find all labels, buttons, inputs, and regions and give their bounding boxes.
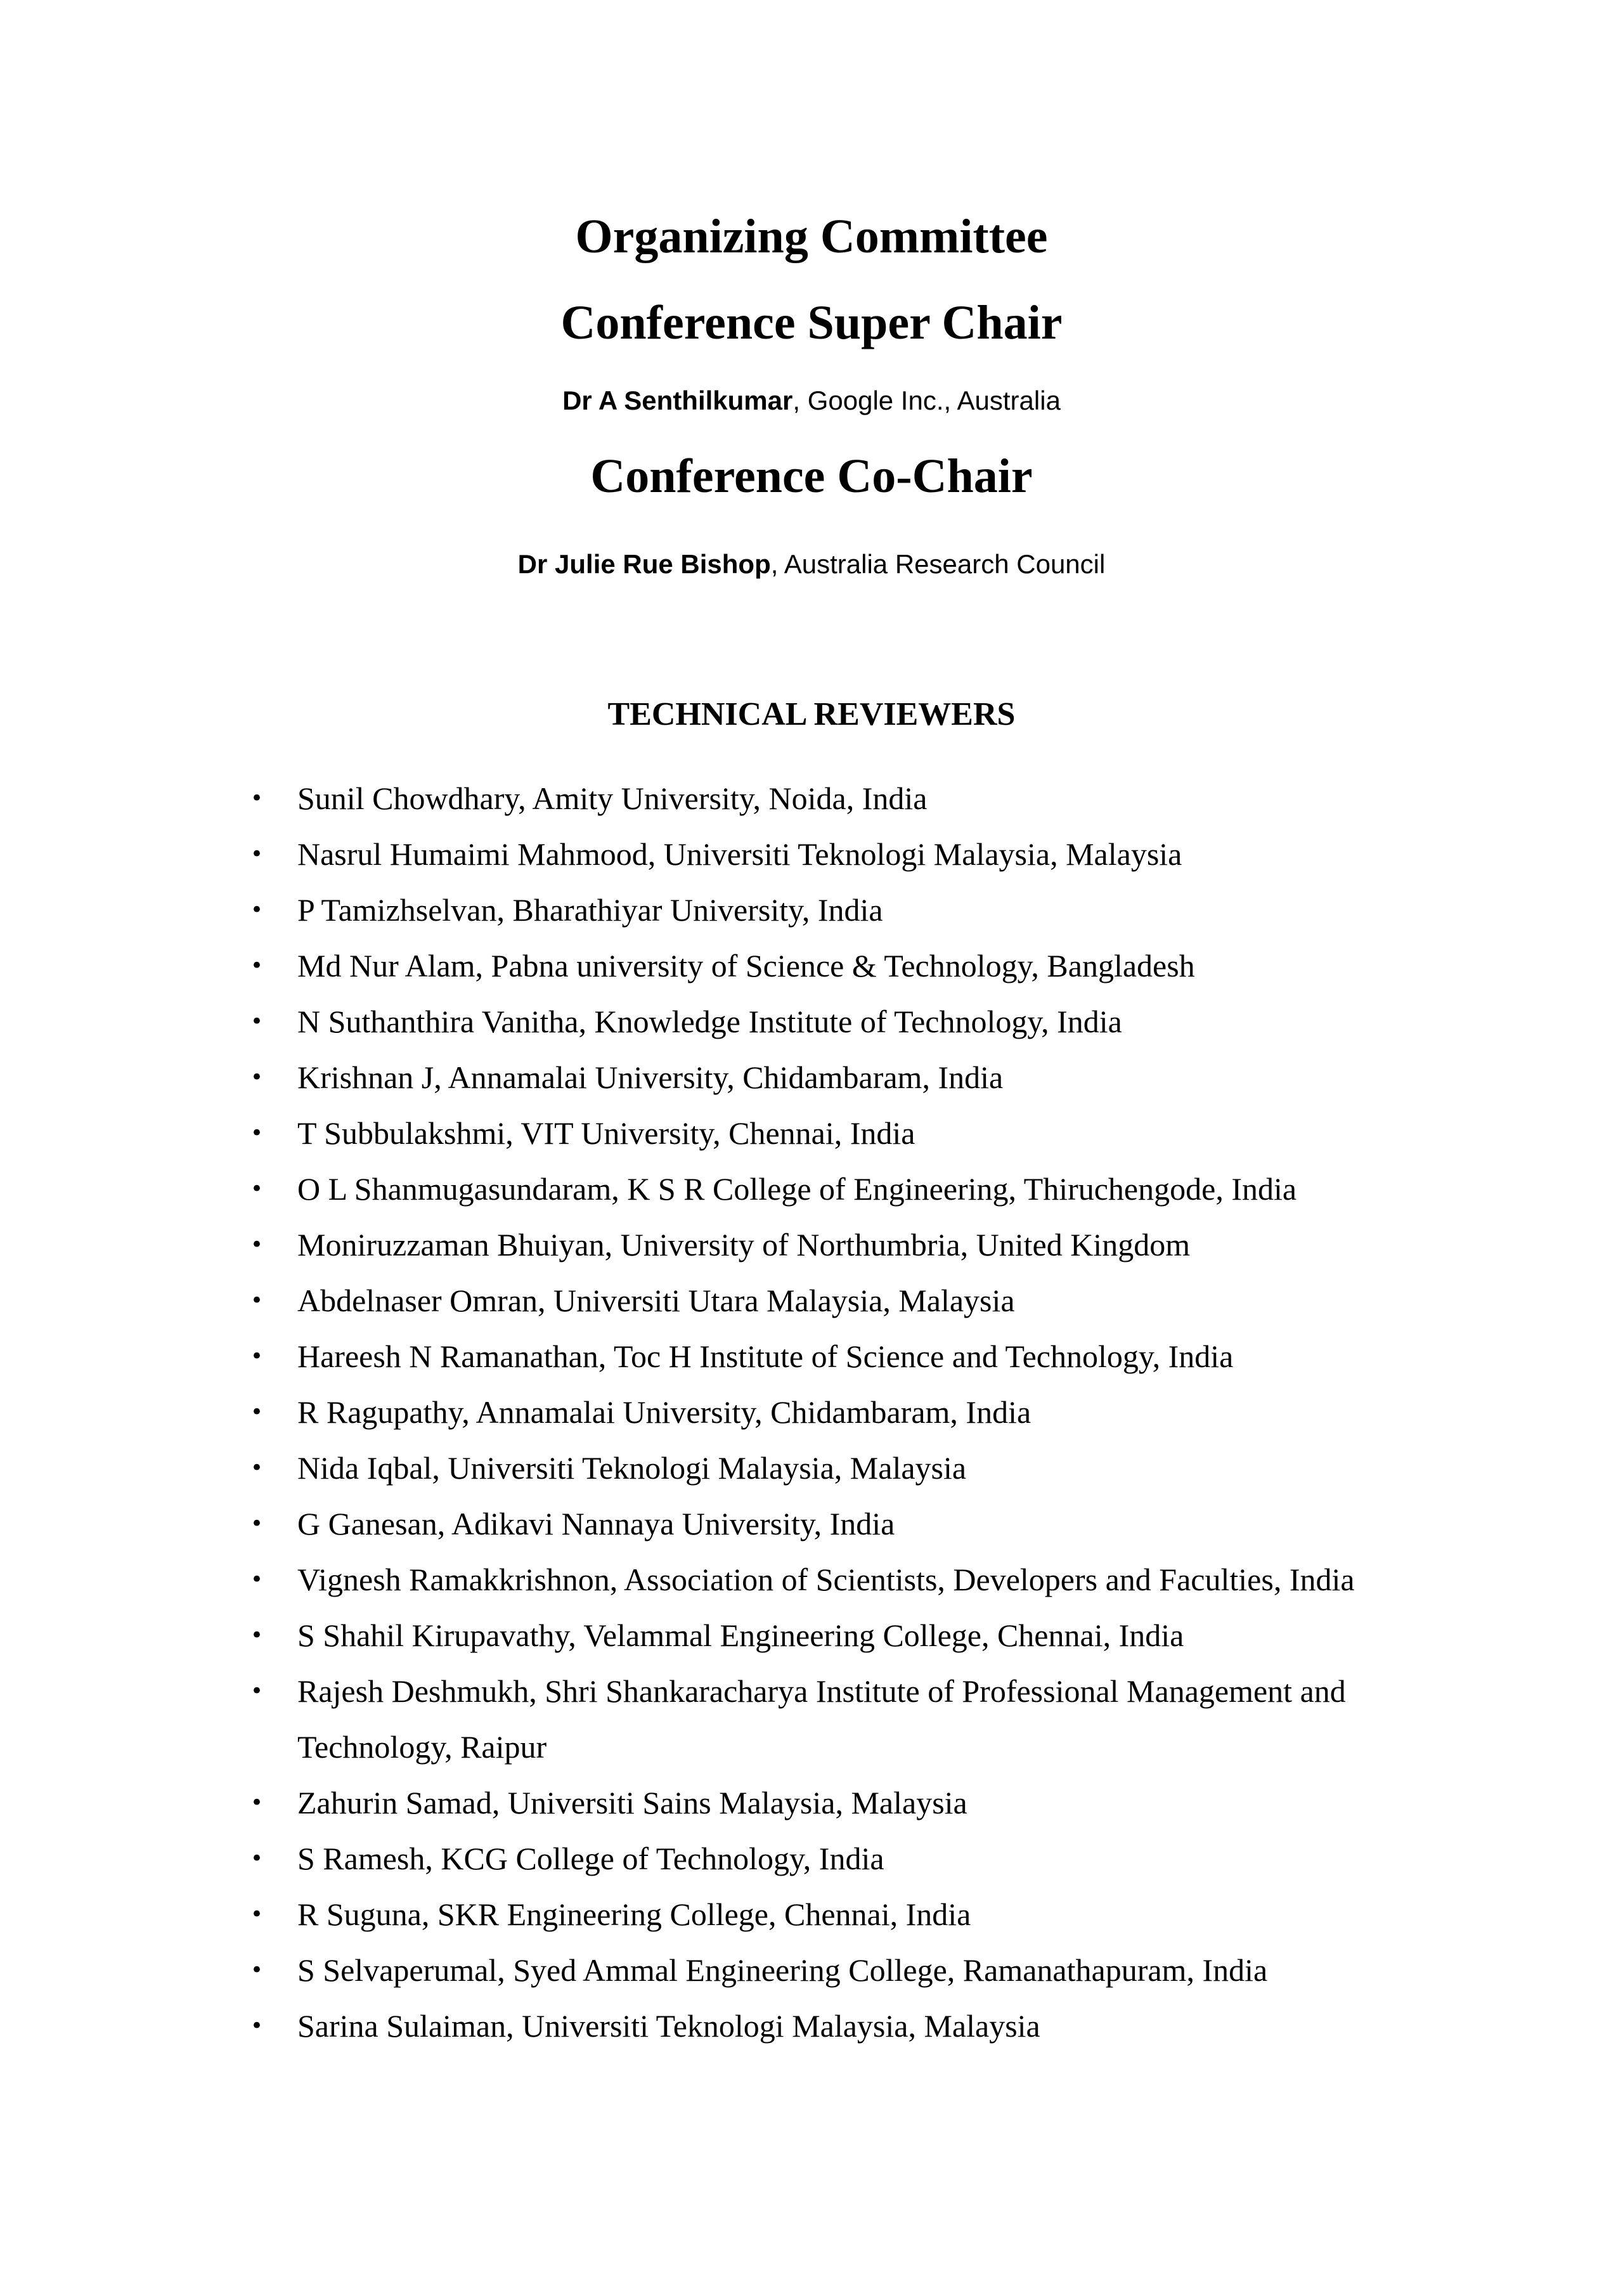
list-item [250, 1663, 1442, 1775]
co-chair-heading: Conference Co-Chair [590, 450, 1033, 503]
list-item [250, 1607, 1442, 1663]
reviewer-entry: Rajesh Deshmukh, Shri Shankaracharya Institute of Professional Management and Technology, Raipur [297, 1673, 1346, 1765]
list-item [250, 1775, 1442, 1831]
co-chair-entry [0, 547, 1623, 582]
page-title: Organizing Committee [575, 210, 1048, 263]
reviewer-entry: S Shahil Kirupavathy, Velammal Engineering College, Chennai, India [297, 1618, 1184, 1653]
reviewer-entry: Nasrul Humaimi Mahmood, Universiti Teknologi Malaysia, Malaysia [297, 836, 1182, 872]
bullet-icon: • [250, 953, 264, 978]
bullet-icon: • [250, 1176, 264, 1202]
super-chair-heading: Conference Super Chair [560, 296, 1063, 349]
reviewer-entry: Sarina Sulaiman, Universiti Teknologi Malaysia, Malaysia [297, 2008, 1040, 2044]
list-item [250, 1552, 1442, 1607]
list-item [250, 1273, 1442, 1328]
bullet-icon: • [250, 1288, 264, 1313]
bullet-icon: • [250, 1902, 264, 1927]
bullet-icon: • [250, 1623, 264, 1648]
reviewer-entry: Sunil Chowdhary, Amity University, Noida, India [297, 781, 928, 816]
reviewer-entry: R Ragupathy, Annamalai University, Chidambaram, India [297, 1394, 1031, 1430]
list-item [250, 1328, 1442, 1384]
super-chair-entry [0, 383, 1623, 418]
co-chair-name: Dr Julie Rue Bishop [517, 549, 771, 579]
list-item [250, 1384, 1442, 1440]
list-item [250, 826, 1442, 882]
bullet-icon: • [250, 1846, 264, 1871]
bullet-icon: • [250, 1567, 264, 1592]
reviewer-entry: T Subbulakshmi, VIT University, Chennai, India [297, 1115, 915, 1151]
reviewer-entry: G Ganesan, Adikavi Nannaya University, India [297, 1506, 895, 1541]
list-item [250, 1161, 1442, 1217]
list-item [250, 1942, 1442, 1998]
list-item [250, 994, 1442, 1049]
bullet-icon: • [250, 1790, 264, 1815]
list-item [250, 1049, 1442, 1105]
bullet-icon: • [250, 1511, 264, 1536]
reviewer-entry: R Suguna, SKR Engineering College, Chennai, India [297, 1897, 971, 1932]
bullet-icon: • [250, 1399, 264, 1425]
bullet-icon: • [250, 841, 264, 867]
list-item [250, 1217, 1442, 1273]
bullet-icon: • [250, 1009, 264, 1034]
reviewer-entry: Nida Iqbal, Universiti Teknologi Malaysia, Malaysia [297, 1450, 967, 1486]
list-item [250, 1831, 1442, 1886]
bullet-icon: • [250, 1678, 264, 1704]
list-item [250, 1998, 1442, 2054]
bullet-icon: • [250, 1344, 264, 1369]
reviewer-entry: O L Shanmugasundaram, K S R College of Engineering, Thiruchengode, India [297, 1171, 1297, 1207]
bullet-icon: • [250, 786, 264, 811]
reviewers-heading: TECHNICAL REVIEWERS [607, 696, 1016, 732]
list-item [250, 1886, 1442, 1942]
reviewer-entry: S Selvaperumal, Syed Ammal Engineering College, Ramanathapuram, India [297, 1952, 1268, 1988]
reviewer-entry: Abdelnaser Omran, Universiti Utara Malaysia, Malaysia [297, 1283, 1015, 1318]
bullet-icon: • [250, 1232, 264, 1257]
bullet-icon: • [250, 1120, 264, 1146]
reviewer-entry: Krishnan J, Annamalai University, Chidambaram, India [297, 1060, 1004, 1095]
reviewer-list [250, 770, 1442, 2054]
reviewer-entry: Zahurin Samad, Universiti Sains Malaysia, Malaysia [297, 1785, 967, 1820]
co-chair-affiliation: , Australia Research Council [770, 549, 1106, 579]
bullet-icon: • [250, 2013, 264, 2039]
list-item [250, 1105, 1442, 1161]
reviewer-entry: Hareesh N Ramanathan, Toc H Institute of Science and Technology, India [297, 1339, 1234, 1374]
list-item [250, 938, 1442, 994]
list-item [250, 1496, 1442, 1552]
reviewer-entry: Moniruzzaman Bhuiyan, University of Northumbria, United Kingdom [297, 1227, 1191, 1262]
reviewer-entry: P Tamizhselvan, Bharathiyar University, India [297, 892, 883, 928]
bullet-icon: • [250, 1455, 264, 1481]
super-chair-name: Dr A Senthilkumar [562, 386, 793, 415]
super-chair-affiliation: , Google Inc., Australia [792, 386, 1061, 415]
reviewer-entry: Md Nur Alam, Pabna university of Science & Technology, Bangladesh [297, 948, 1195, 983]
bullet-icon: • [250, 1065, 264, 1090]
list-item [250, 1440, 1442, 1496]
bullet-icon: • [250, 1957, 264, 1983]
reviewer-entry: Vignesh Ramakkrishnon, Association of Scientists, Developers and Faculties, India [297, 1562, 1355, 1597]
reviewer-entry: S Ramesh, KCG College of Technology, India [297, 1841, 884, 1876]
reviewer-entry: N Suthanthira Vanitha, Knowledge Institute of Technology, India [297, 1004, 1122, 1039]
bullet-icon: • [250, 897, 264, 923]
list-item [250, 770, 1442, 826]
list-item [250, 882, 1442, 938]
